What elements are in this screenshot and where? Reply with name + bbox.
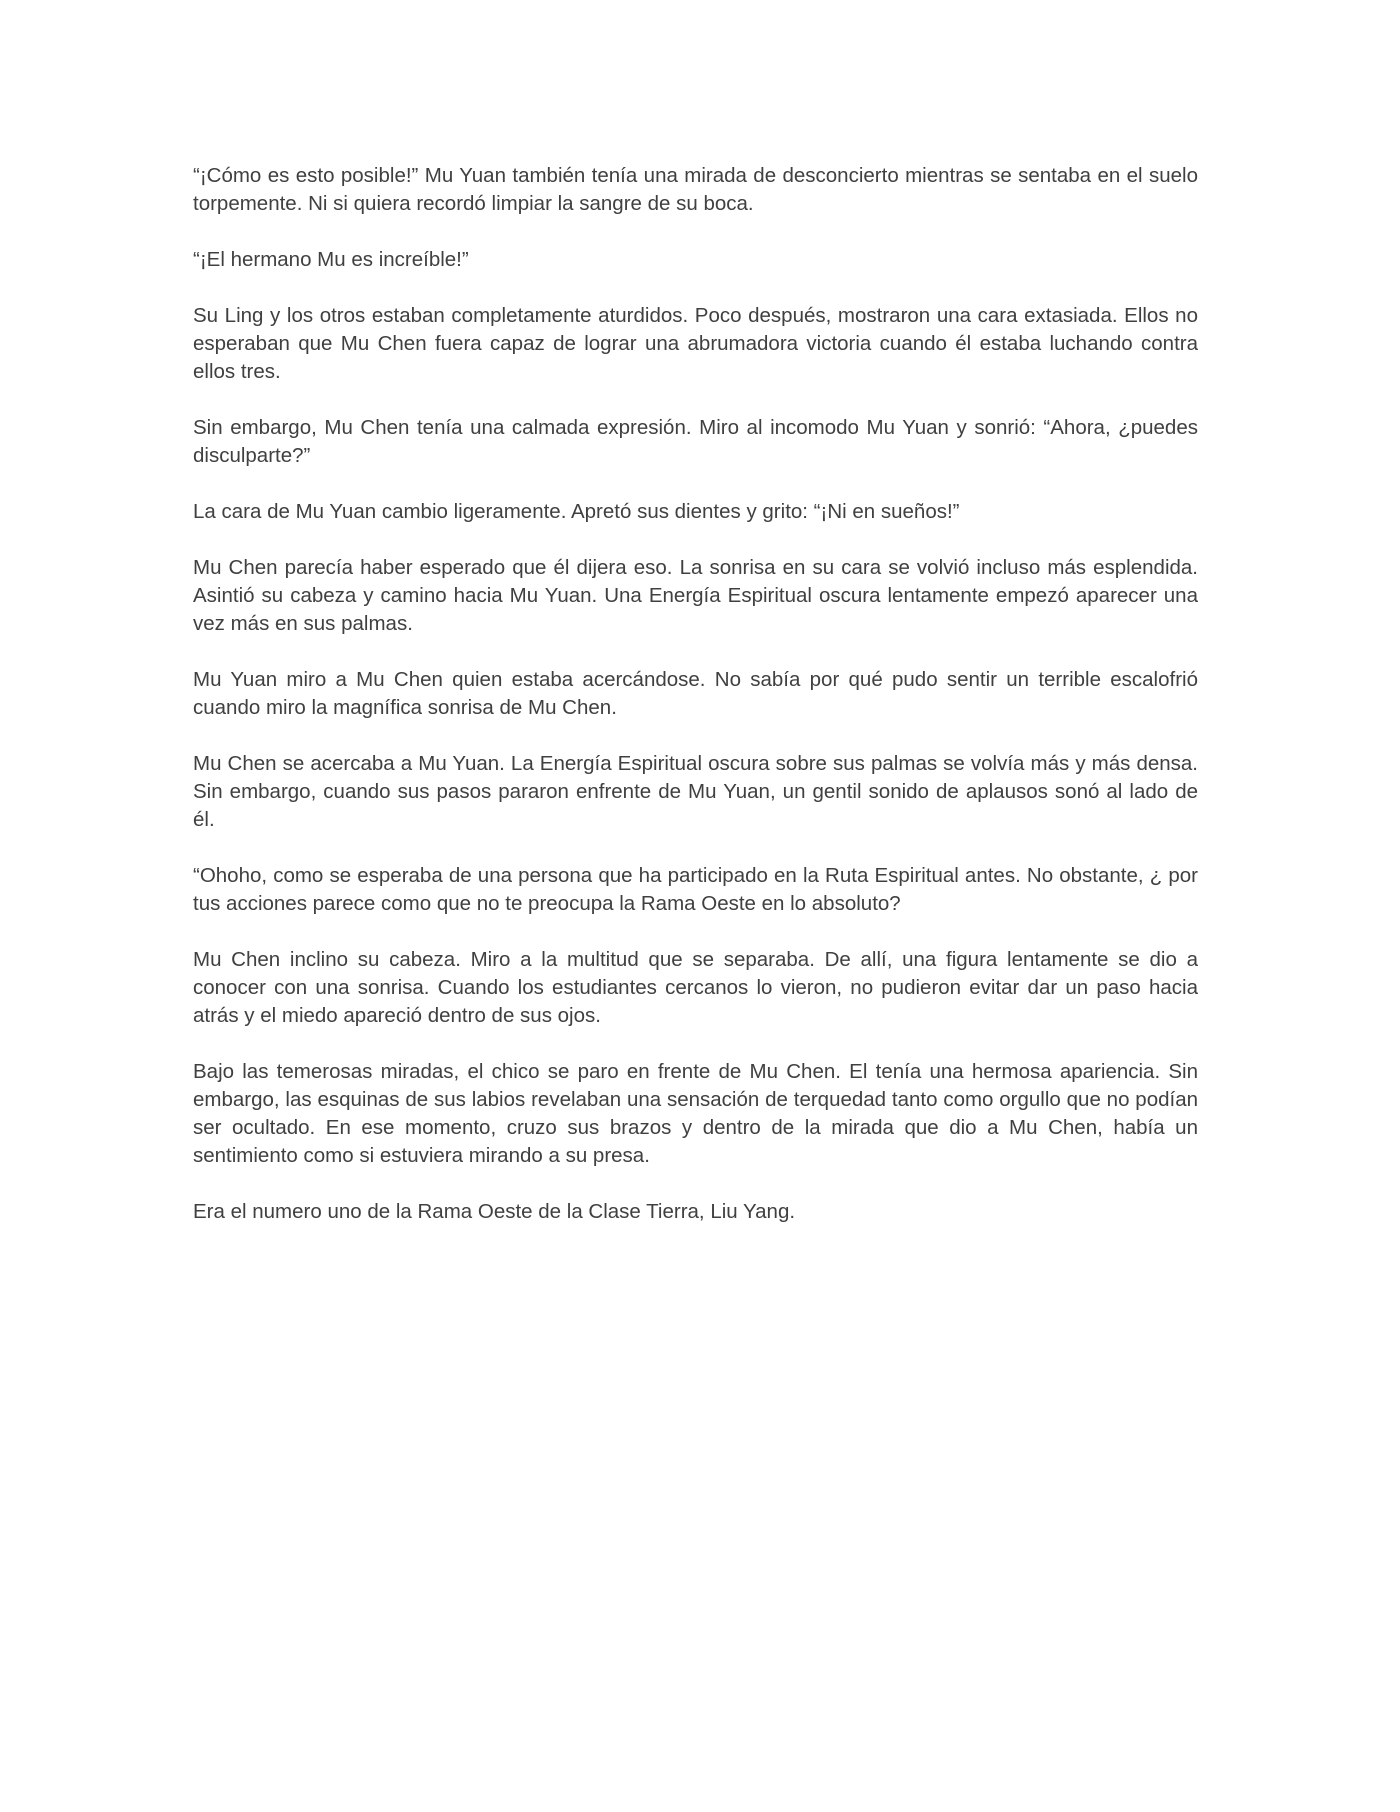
paragraph-3: Su Ling y los otros estaban completamente aturdidos. Poco después, mostraron una cara extasiada. Ellos no esperaban que Mu Chen fuera capaz de lograr una abrumadora victoria cuando él estaba luchando contra ellos tres.	[193, 304, 1198, 383]
paragraph-11: Bajo las temerosas miradas, el chico se paro en frente de Mu Chen. El tenía una hermosa apariencia. Sin embargo, las esquinas de sus labios revelaban una sensación de terquedad tanto como orgullo que no podían ser ocultado. En ese momento, cruzo sus brazos y dentro de la mirada que dio a Mu Chen, había un sentimiento como si estuviera mirando a su presa.	[193, 1060, 1198, 1167]
paragraph-9: “Ohoho, como se esperaba de una persona que ha participado en la Ruta Espiritual antes. No obstante, ¿ por tus acciones parece como que no te preocupa la Rama Oeste en lo absoluto?	[193, 864, 1198, 915]
paragraph-5: La cara de Mu Yuan cambio ligeramente. Apretó sus dientes y grito: “¡Ni en sueños!”	[193, 500, 960, 523]
paragraph-10: Mu Chen inclino su cabeza. Miro a la multitud que se separaba. De allí, una figura lentamente se dio a conocer con una sonrisa. Cuando los estudiantes cercanos lo vieron, no pudieron evitar dar un paso hacia atrás y el miedo apareció dentro de sus ojos.	[193, 948, 1198, 1027]
paragraph-12: Era el numero uno de la Rama Oeste de la Clase Tierra, Liu Yang.	[193, 1200, 796, 1223]
paragraph-1: “¡Cómo es esto posible!” Mu Yuan también tenía una mirada de desconcierto mientras se sentaba en el suelo torpemente. Ni si quiera recordó limpiar la sangre de su boca.	[193, 164, 1198, 215]
paragraph-4: Sin embargo, Mu Chen tenía una calmada expresión. Miro al incomodo Mu Yuan y sonrió: “Ahora, ¿puedes disculparte?”	[193, 416, 1198, 467]
paragraph-8: Mu Chen se acercaba a Mu Yuan. La Energía Espiritual oscura sobre sus palmas se volvía más y más densa. Sin embargo, cuando sus pasos pararon enfrente de Mu Yuan, un gentil sonido de aplausos sonó al lado de él.	[193, 752, 1198, 831]
paragraph-6: Mu Chen parecía haber esperado que él dijera eso. La sonrisa en su cara se volvió incluso más esplendida. Asintió su cabeza y camino hacia Mu Yuan. Una Energía Espiritual oscura lentamente empezó aparecer una vez más en sus palmas.	[193, 556, 1198, 635]
paragraph-7: Mu Yuan miro a Mu Chen quien estaba acercándose. No sabía por qué pudo sentir un terrible escalofrió cuando miro la magnífica sonrisa de Mu Chen.	[193, 668, 1198, 719]
paragraph-2: “¡El hermano Mu es increíble!”	[193, 248, 469, 271]
document-body	[193, 162, 1198, 1254]
